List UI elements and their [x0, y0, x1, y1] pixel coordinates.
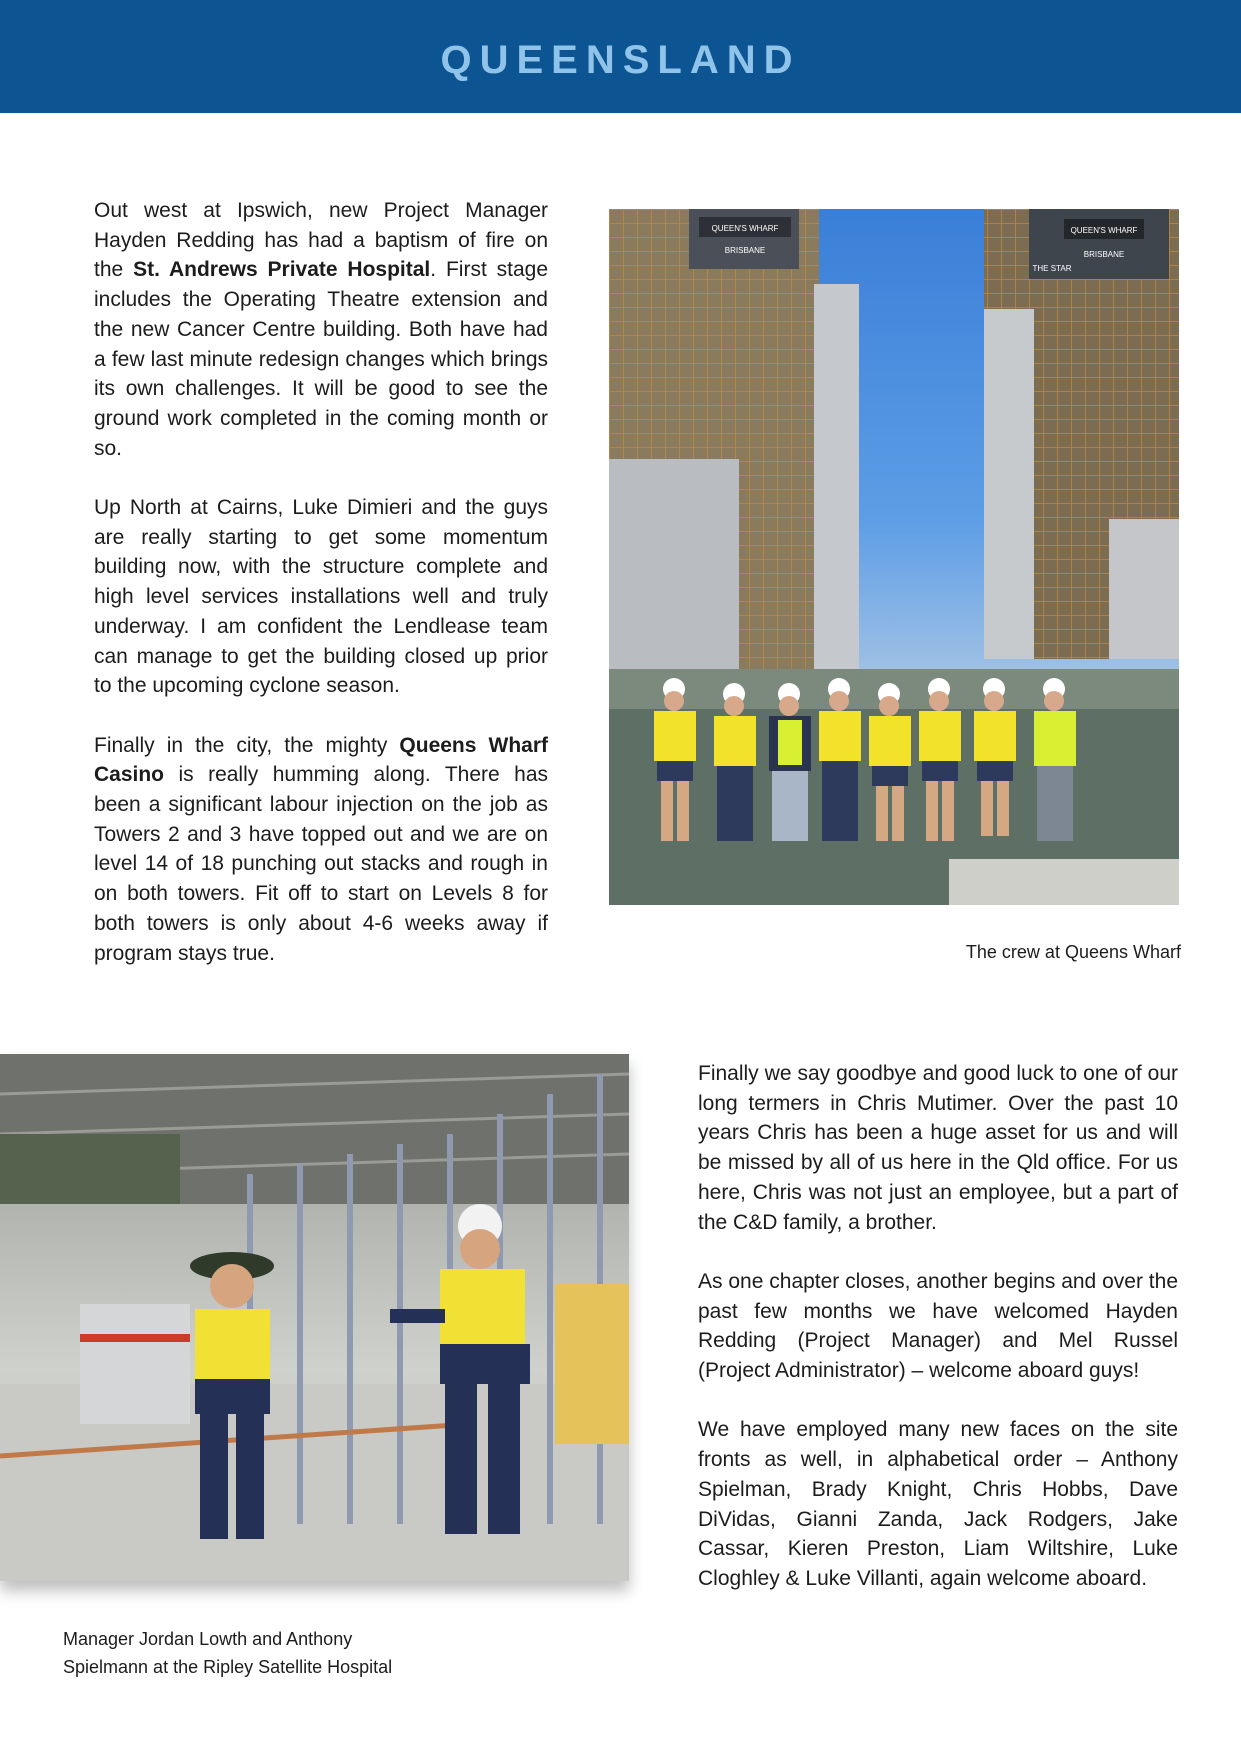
ripley-photo-caption — [63, 1625, 463, 1681]
paragraph-queens-wharf: Finally in the city, the mighty Queens Wharf Casino is really humming along. There has been a significant labour injection on the job as Towers 2 and 3 have topped out and we are on level 14 of 18 punching out stacks and rough in on both towers. Fit off to start on Levels 8 for both towers is only about 4-6 weeks away if program stays true. — [94, 733, 548, 965]
page-title: QUEENSLAND — [440, 38, 801, 82]
queens-wharf-photo-caption: The crew at Queens Wharf — [965, 942, 1181, 962]
right-article-column — [698, 1059, 1178, 1594]
svg-text:QUEEN'S WHARF: QUEEN'S WHARF — [711, 224, 779, 233]
ripley-caption-line-1: Manager Jordan Lowth and Anthony — [63, 1629, 353, 1649]
header-banner — [0, 0, 1241, 113]
left-article-column — [94, 196, 548, 968]
paragraph-ipswich: Out west at Ipswich, new Project Manager Hayden Redding has had a baptism of fire on the St. Andrews Private Hospital. First stage includes the Operating Theatre extension and the new Cancer Centre building. Both have had a few last minute redesign changes which brings its own challenges. It will be good to see the ground work completed in the coming month or so. — [94, 199, 549, 460]
queens-wharf-scene-illustration — [609, 209, 1179, 905]
ripley-hospital-photo — [0, 1054, 629, 1581]
svg-text:BRISBANE: BRISBANE — [724, 246, 766, 255]
svg-text:QUEEN'S WHARF: QUEEN'S WHARF — [1070, 226, 1138, 235]
paragraph-new-staff: As one chapter closes, another begins and over the past few months we have welcomed Hayden Redding (Project Manager) and Mel Russel (Project Administrator) – welcome aboard guys! — [698, 1269, 1178, 1383]
ripley-site-illustration — [0, 1054, 629, 1581]
svg-text:THE STAR: THE STAR — [1032, 264, 1072, 273]
paragraph-new-faces: We have employed many new faces on the site fronts as well, in alphabetical order – Anthony Spielman, Brady Knight, Chris Hobbs, Dave DiVidas, Gianni Zanda, Jack Rodgers, Jake Cassar, Kieren Preston, Liam Wiltshire, Luke Cloghley & Luke Villanti, again welcome aboard. — [698, 1418, 1178, 1590]
paragraph-farewell: Finally we say goodbye and good luck to one of our long termers in Chris Mutimer. Over the past 10 years Chris has been a huge asset for us and will be missed by all of us here in the Qld office. For us here, Chris was not just an employee, but a part of the C&D family, a brother. — [698, 1062, 1178, 1234]
paragraph-cairns: Up North at Cairns, Luke Dimieri and the guys are really starting to get some momentum building now, with the structure complete and high level services installations well and truly underway. I am confident the Lendlease team can manage to get the building closed up prior to the upcoming cyclone season. — [94, 496, 548, 698]
queens-wharf-casino-name: Queens Wharf Casino — [94, 733, 548, 787]
svg-text:BRISBANE: BRISBANE — [1083, 250, 1125, 259]
ripley-caption-line-2: Spielmann at the Ripley Satellite Hospital — [63, 1657, 393, 1677]
queens-wharf-crew-photo — [609, 209, 1179, 905]
st-andrews-hospital-name: St. Andrews Private Hospital — [133, 258, 431, 282]
